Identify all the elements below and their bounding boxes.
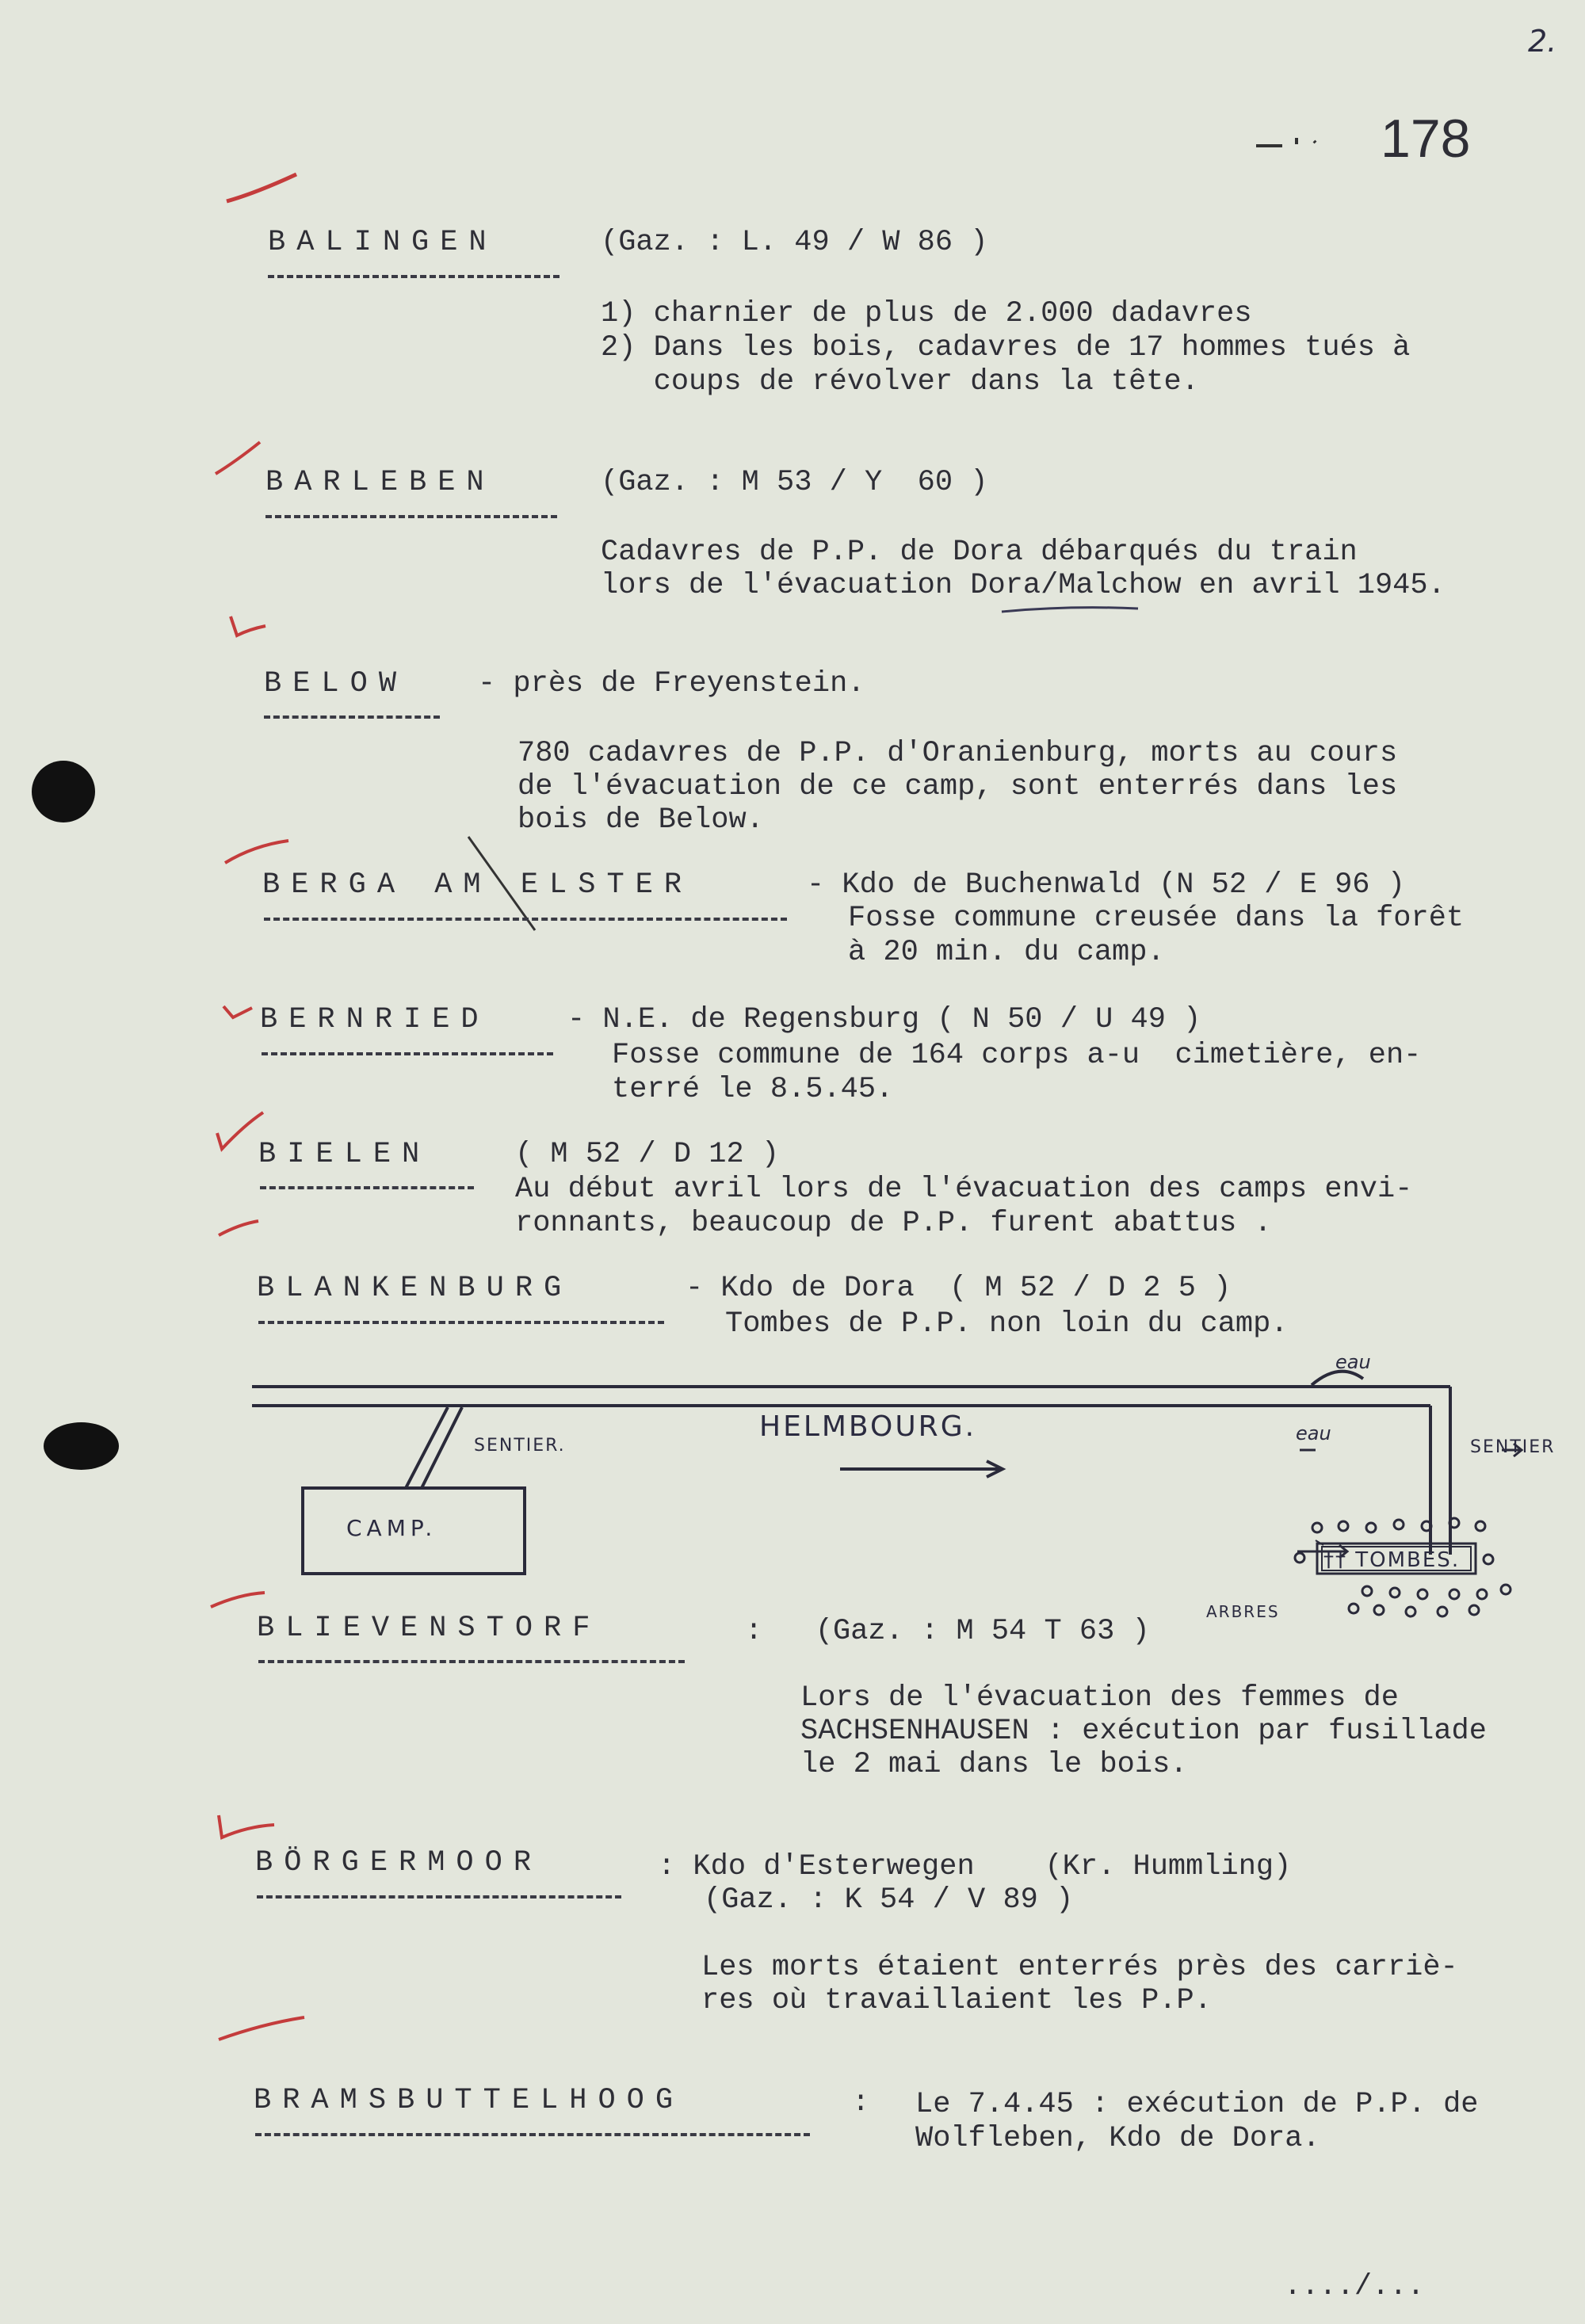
- red-check-mark-1: [223, 168, 303, 208]
- entry-bernried-line-1: Fosse commune de 164 corps a-u cimetière, en-: [612, 1039, 1422, 1072]
- punch-hole-bottom: [44, 1422, 119, 1470]
- entry-berga-line-2: à 20 min. du camp.: [848, 936, 1165, 969]
- sketch-label-camp: CAMP.: [346, 1515, 437, 1541]
- sketch-label-graves: †† TOMBES.: [1323, 1548, 1461, 1572]
- entry-blankenburg-underline: [258, 1321, 664, 1324]
- red-check-mark-7: [216, 1216, 263, 1240]
- sketch-label-trees: ARBRES: [1206, 1602, 1280, 1621]
- entry-balingen-ref: (Gaz. : L. 49 / W 86 ): [601, 226, 988, 259]
- entry-berga-ref: - Kdo de Buchenwald (N 52 / E 96 ): [807, 868, 1405, 902]
- punch-hole-top: [32, 761, 95, 822]
- entry-balingen-name: BALINGEN: [268, 226, 498, 259]
- entry-bielen-ref: ( M 52 / D 12 ): [515, 1138, 780, 1171]
- entry-berga-line-1: Fosse commune creusée dans la forêt: [848, 902, 1465, 935]
- entry-blankenburg-ref: - Kdo de Dora ( M 52 / D 2 5 ): [686, 1272, 1232, 1305]
- red-check-mark-3: [226, 612, 273, 643]
- red-check-mark-4: [222, 836, 293, 868]
- folio-scribble: [1252, 133, 1331, 157]
- entry-bramsbuttelhoog-line-1: Le 7.4.45 : exécution de P.P. de: [915, 2088, 1479, 2121]
- red-check-mark-9: [216, 1811, 279, 1842]
- entry-borgermoor-name: BÖRGERMOOR: [255, 1846, 543, 1879]
- sketch-label-path-right: SENTIER: [1470, 1437, 1556, 1457]
- entry-below-underline: [264, 716, 440, 719]
- entry-bernried-ref: - N.E. de Regensburg ( N 50 / U 49 ): [567, 1003, 1201, 1036]
- entry-blievenstorf-ref: : (Gaz. : M 54 T 63 ): [745, 1615, 1150, 1648]
- sketch-label-town: HELMBOURG.: [759, 1410, 977, 1443]
- entry-blievenstorf-underline: [258, 1660, 685, 1663]
- entry-barleben-line-2: lors de l'évacuation Dora/Malchow en avril 1945.: [601, 569, 1446, 602]
- entry-berga-name: BERGA AM ELSTER: [262, 868, 693, 902]
- entry-bielen-line-1: Au début avril lors de l'évacuation des camps envi-: [515, 1173, 1413, 1206]
- red-check-mark-5: [220, 1000, 260, 1024]
- entry-barleben-name: BARLEBEN: [265, 466, 495, 499]
- entry-bielen-underline: [260, 1186, 474, 1189]
- red-check-mark-2: [212, 437, 268, 477]
- folio-number: 178: [1381, 109, 1471, 169]
- entry-below-name: BELOW: [264, 667, 408, 700]
- entry-balingen-line-2: 2) Dans les bois, cadavres de 17 hommes tués à: [601, 331, 1411, 364]
- entry-bielen-name: BIELEN: [258, 1138, 431, 1171]
- entry-barleben-underline: [265, 515, 557, 518]
- entry-barleben-line-1: Cadavres de P.P. de Dora débarqués du train: [601, 536, 1358, 569]
- entry-bernried-underline: [262, 1052, 553, 1055]
- entry-borgermoor-line-2: res où travaillaient les P.P.: [701, 1984, 1212, 2017]
- entry-borgermoor-ref: : Kdo d'Esterwegen (Kr. Hummling): [658, 1850, 1292, 1883]
- entry-below-ref: - près de Freyenstein.: [478, 667, 865, 700]
- entry-below-line-3: bois de Below.: [518, 803, 764, 837]
- corner-page-number: 2.: [1528, 24, 1557, 59]
- entry-bramsbuttelhoog-underline: [255, 2133, 810, 2136]
- sketch-label-path-left: SENTIER.: [474, 1436, 566, 1456]
- entry-bernried-name: BERNRIED: [260, 1003, 490, 1036]
- entry-blievenstorf-line-3: le 2 mai dans le bois.: [800, 1748, 1188, 1781]
- entry-blievenstorf-name: BLIEVENSTORF: [257, 1612, 602, 1645]
- entry-bernried-line-2: terré le 8.5.45.: [612, 1073, 894, 1106]
- entry-blievenstorf-line-2: SACHSENHAUSEN : exécution par fusillade: [800, 1715, 1487, 1748]
- entry-balingen-line-1: 1) charnier de plus de 2.000 dadavres: [601, 297, 1252, 330]
- entry-bramsbuttelhoog-line-2: Wolfleben, Kdo de Dora.: [915, 2122, 1320, 2155]
- entry-bielen-line-2: ronnants, beaucoup de P.P. furent abattus .: [515, 1207, 1272, 1240]
- entry-bramsbuttelhoog-ref: :: [852, 2086, 870, 2120]
- entry-berga-underline: [264, 918, 787, 921]
- entry-balingen-line-3: coups de révolver dans la tête.: [601, 365, 1199, 399]
- sketch-label-water-top: eau: [1335, 1351, 1371, 1373]
- sketch-map: [238, 1347, 1545, 1632]
- entry-bramsbuttelhoog-name: BRAMSBUTTELHOOG: [254, 2084, 685, 2117]
- entry-balingen-underline: [268, 275, 560, 278]
- continuation-marker: ..../...: [1284, 2270, 1425, 2303]
- entry-borgermoor-ref-2: (Gaz. : K 54 / V 89 ): [704, 1883, 1074, 1917]
- entry-blankenburg-line-1: Tombes de P.P. non loin du camp.: [725, 1307, 1289, 1341]
- red-check-mark-10: [216, 2013, 311, 2044]
- entry-below-line-2: de l'évacuation de ce camp, sont enterrés dans les: [518, 770, 1398, 803]
- entry-blankenburg-name: BLANKENBURG: [257, 1272, 573, 1305]
- entry-blievenstorf-line-1: Lors de l'évacuation des femmes de: [800, 1681, 1399, 1715]
- entry-borgermoor-underline: [257, 1895, 621, 1899]
- sketch-label-water-mid: eau: [1296, 1422, 1331, 1444]
- entry-below-line-1: 780 cadavres de P.P. d'Oranienburg, morts au cours: [518, 737, 1398, 770]
- entry-barleben-ref: (Gaz. : M 53 / Y 60 ): [601, 466, 988, 499]
- entry-borgermoor-line-1: Les morts étaient enterrés près des carriè-: [701, 1951, 1458, 1984]
- handwritten-underline: [999, 604, 1141, 616]
